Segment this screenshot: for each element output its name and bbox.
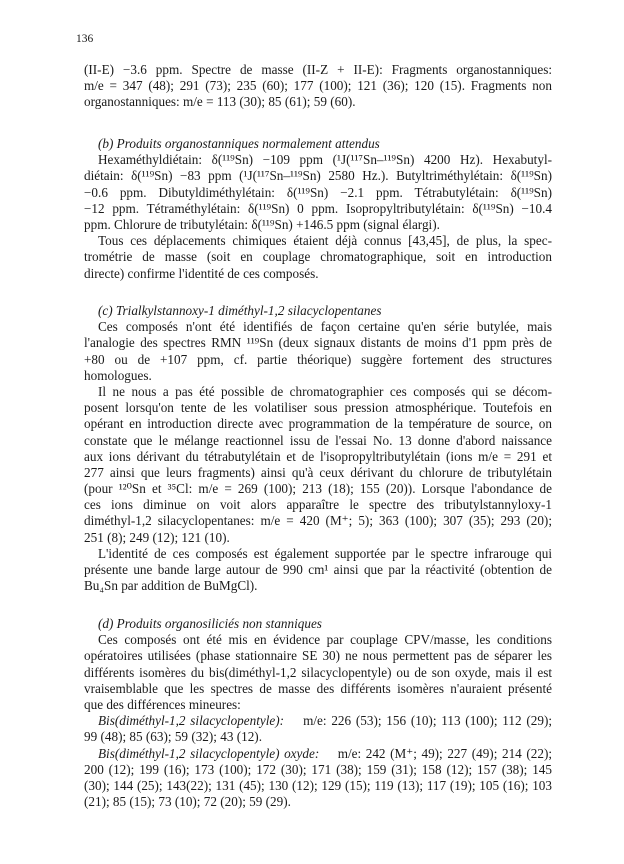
compound-name: Bis(diméthyl-1,2 silacyclopentyle): — [98, 713, 285, 729]
text-line: vraisemblable que les spectres de masse des différents isomères n'auraient présenté — [84, 680, 552, 696]
text-line: présente une bande large autour de 990 cm¹ ainsi que par la réactivité (obtention de — [84, 562, 552, 577]
section-heading: (c) Trialkylstannoxy-1 diméthyl-1,2 silacyclopentanes — [98, 303, 382, 318]
text-line: que des différences mineures: — [84, 696, 241, 712]
section-b — [84, 136, 552, 282]
text-line: l'analogie des spectres RMN ¹¹⁹Sn (deux signaux distants de moins d'1 ppm près de — [84, 335, 552, 351]
section-heading: (b) Produits organostanniques normalement attendus — [98, 136, 380, 151]
text-line: différents isomères du bis(diméthyl-1,2 silacyclopentyle) ou de son oxyde, mais il est — [84, 664, 552, 680]
text-line: diméthyl-1,2 silacyclopentanes: m/e = 420 (M⁺; 5); 363 (100); 307 (35); 293 (20); — [84, 513, 552, 529]
text-line: Hexaméthyldiétain: δ(¹¹⁹Sn) −109 ppm (¹J(¹¹⁷Sn–¹¹⁹Sn) 4200 Hz). Hexabutyl- — [98, 152, 552, 168]
text-line: aux ions dérivant du tétrabutylétain et de l'isopropyltributylétain (ions m/e = 291 et — [84, 448, 552, 464]
page-number: 136 — [76, 33, 94, 45]
text-line: +80 ou de +107 ppm, cf. partie théorique) suggère fortement des structures — [84, 351, 552, 367]
text-line: trométrie de masse (soit en couplage chromatographique, soit en introduction — [84, 249, 552, 265]
text-line: directe) confirme l'identité de ces composés. — [84, 265, 319, 281]
text-line: Bu₄Sn par addition de BuMgCl). — [84, 578, 258, 594]
text-line: diétain: δ(¹¹⁹Sn) −83 ppm (¹J(¹¹⁷Sn–¹¹⁹Sn) 2580 Hz.). Butyltriméthylétain: δ(¹¹⁹Sn) — [84, 168, 552, 184]
text-line: (30); 144 (25); 143(22); 131 (45); 130 (12); 129 (15); 119 (13); 117 (19); 105 (16); 103 — [84, 777, 552, 793]
text-line: posent lorsqu'on tente de les volatiliser sous pression atmosphérique. Toutefois en — [84, 400, 552, 416]
text-line: L'identité de ces composés est également supportée par le spectre infrarouge qui — [98, 545, 552, 561]
section-d — [84, 616, 552, 810]
text-line: ppm. Chlorure de tributylétain: δ(¹¹⁹Sn) +146.5 ppm (signal élargi). — [84, 216, 440, 232]
text-line: Ces composés n'ont été identifiés de façon certaine qu'en série butylée, mais — [98, 319, 552, 335]
section-heading: (d) Produits organosiliciés non stanniques — [98, 616, 322, 631]
text-line: −12 ppm. Tétraméthylétain: δ(¹¹⁹Sn) 0 ppm. Isopropyltributylétain: δ(¹¹⁹Sn) −10.4 — [84, 200, 552, 216]
text-line: ces ions diminue on voit alors apparaître le spectre des tributylstannyloxy-1 — [84, 497, 552, 513]
text-line: 251 (8); 249 (12); 121 (10). — [84, 529, 230, 545]
text-line: opérant en introduction directe avec programmation de la température de source, on — [84, 416, 552, 432]
text-line: Ces composés ont été mis en évidence par couplage CPV/masse, les conditions — [98, 632, 552, 648]
text-line: m/e = 347 (48); 291 (73); 235 (60); 177 (100); 121 (36); 120 (15). Fragments non — [84, 78, 552, 94]
text-line: (pour ¹²⁰Sn et ³⁵Cl: m/e = 269 (100); 213 (18); 155 (20)). Lorsque l'abondance de — [84, 481, 552, 497]
section-c — [84, 303, 552, 594]
mass-data: m/e: 242 (M⁺; 49); 227 (49); 214 (22); — [337, 745, 552, 761]
text-line: Tous ces déplacements chimiques étaient déjà connus [43,45], de plus, la spec- — [98, 233, 552, 249]
compound-name: Bis(diméthyl-1,2 silacyclopentyle) oxyde: — [98, 745, 320, 761]
text-line: 277 ainsi que leurs fragments) ainsi qu'à ceux dérivant du chlorure de tributylétain — [84, 464, 552, 480]
text-line: (21); 85 (15); 73 (10); 72 (20); 59 (29). — [84, 794, 291, 810]
compound-line — [84, 713, 552, 729]
text-line: 99 (48); 85 (63); 59 (32); 43 (12). — [84, 729, 262, 745]
mass-data: m/e: 226 (53); 156 (10); 113 (100); 112 (29); — [303, 713, 553, 729]
text-line: opératoires utilisées (phase stationnaire SE 30) ne nous permettent pas de séparer les — [84, 648, 552, 664]
text-line: Il ne nous a pas été possible de chromatographier ces composés qui se décom- — [98, 383, 552, 399]
text-line: 200 (12); 199 (16); 173 (100); 172 (30); 171 (38); 159 (31); 158 (12); 157 (38); 145 — [84, 761, 552, 777]
intro-paragraph — [84, 62, 552, 111]
text-line: (II-E) −3.6 ppm. Spectre de masse (II-Z + II-E): Fragments organostanniques: — [84, 62, 552, 77]
text-line: homologues. — [84, 367, 152, 383]
text-line: organostanniques: m/e = 113 (30); 85 (61); 59 (60). — [84, 94, 356, 110]
text-line: −0.6 ppm. Dibutyldiméthylétain: δ(¹¹⁹Sn) −2.1 ppm. Tétrabutylétain: δ(¹¹⁹Sn) — [84, 184, 552, 200]
compound-line — [84, 746, 552, 762]
text-line: constate que le mélange reactionnel issu de l'essai No. 13 donne d'abord naissance — [84, 432, 552, 448]
